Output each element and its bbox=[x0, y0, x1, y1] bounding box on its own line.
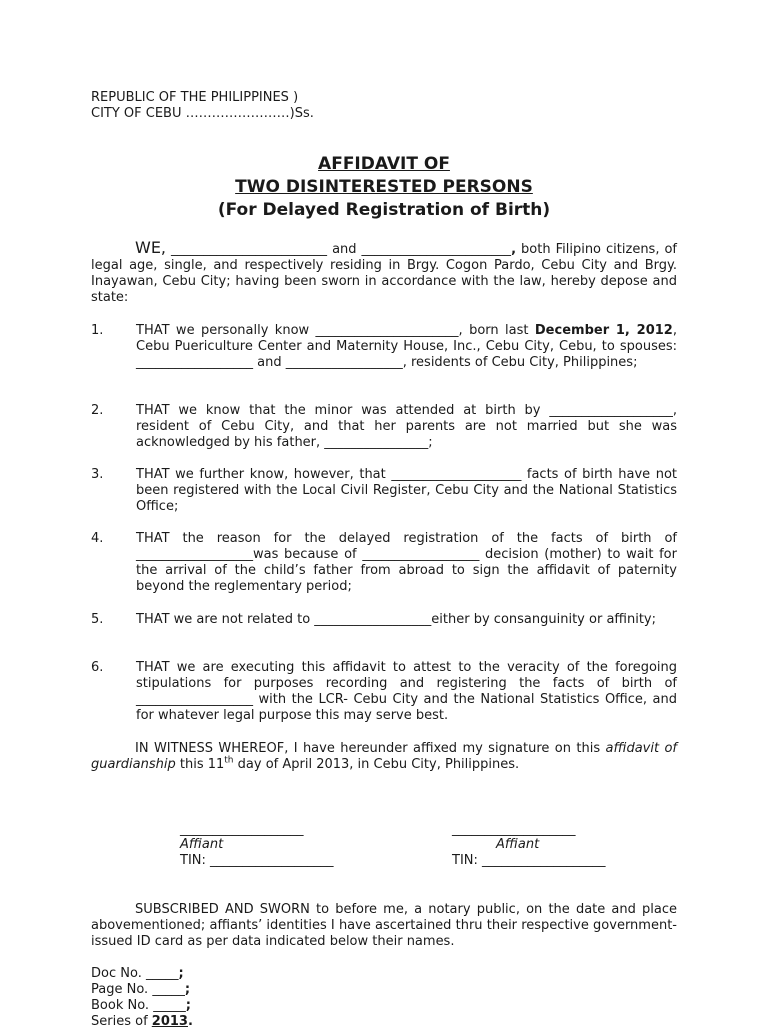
clause-number: 4. bbox=[91, 531, 104, 546]
witness-paragraph: IN WITNESS WHEREOF, I have hereunder affixed my signature on this affidavit of guardianship this 11th day of April 2013, in Cebu City, Philippines. bbox=[91, 741, 677, 772]
clause-number: 1. bbox=[91, 323, 104, 338]
venue-line-2: CITY OF CEBU ……………………)Ss. bbox=[91, 106, 314, 121]
clause-text: THAT we know that the minor was attended at birth by ___________________, resident of Cebu City, and that her parents are not married but she was acknowledged by his father, ________________; bbox=[136, 403, 677, 450]
affiant-label-right: Affiant bbox=[496, 837, 540, 852]
title-line-2: TWO DISINTERESTED PERSONS bbox=[235, 177, 533, 197]
clause-number: 5. bbox=[91, 612, 104, 627]
clause-number: 6. bbox=[91, 660, 104, 675]
notarial-series: Series of 2013. bbox=[91, 1014, 193, 1029]
notarial-doc-no: Doc No. _____; bbox=[91, 966, 184, 981]
title-line-1: AFFIDAVIT OF bbox=[318, 154, 450, 174]
affiant-label-left: Affiant bbox=[180, 837, 224, 852]
notarial-page-no: Page No. _____; bbox=[91, 982, 191, 997]
venue-line-1: REPUBLIC OF THE PHILIPPINES ) bbox=[91, 90, 299, 105]
notarial-book-no: Book No. _____; bbox=[91, 998, 191, 1013]
tin-left: TIN: ___________________ bbox=[180, 853, 334, 868]
clause-number: 3. bbox=[91, 467, 104, 482]
subscribed-paragraph: SUBSCRIBED AND SWORN to before me, a notary public, on the date and place abovementioned; affiants’ identities I have ascertained thru their respective government-issued ID card as per data indicated below their names. bbox=[91, 902, 677, 949]
clause-text: THAT we further know, however, that ____________________ facts of birth have not been registered with the Local Civil Register, Cebu City and the National Statistics Office; bbox=[136, 467, 677, 514]
title-line-3: (For Delayed Registration of Birth) bbox=[217, 200, 551, 220]
signature-line-left: ___________________ bbox=[180, 822, 304, 837]
intro-we: WE, bbox=[135, 238, 167, 257]
clause-text: THAT we are not related to __________________either by consanguinity or affinity; bbox=[136, 612, 656, 627]
clause-text: THAT the reason for the delayed registration of the facts of birth of __________________was because of __________________ decision (mother) to wait for the arrival of the child’s father from abroad to sign the affidavit of paternity beyond the reglementary period; bbox=[136, 531, 677, 594]
tin-right: TIN: ___________________ bbox=[452, 853, 606, 868]
clause-number: 2. bbox=[91, 403, 104, 418]
intro-paragraph: WE, ________________________ and _______________________, both Filipino citizens, of legal age, single, and respectively residing in Brgy. Cogon Pardo, Cebu City and Brgy. Inayawan, Cebu City; having been sworn in accordance with the law, hereby depose and state: bbox=[91, 238, 678, 305]
signature-line-right: ___________________ bbox=[452, 822, 576, 837]
clause-text: THAT we personally know ______________________, born last December 1, 2012, Cebu Puericulture Center and Maternity House, Inc., Cebu City, Cebu, to spouses: __________________ and __________________, residents of Cebu City, Philippines; bbox=[136, 323, 677, 370]
clause-text: THAT we are executing this affidavit to attest to the veracity of the foregoing stipulations for purposes recording and registering the facts of birth of __________________ with the LCR- Cebu City and the National Statistics Office, and for whatever legal purpose this may serve best. bbox=[136, 660, 677, 723]
